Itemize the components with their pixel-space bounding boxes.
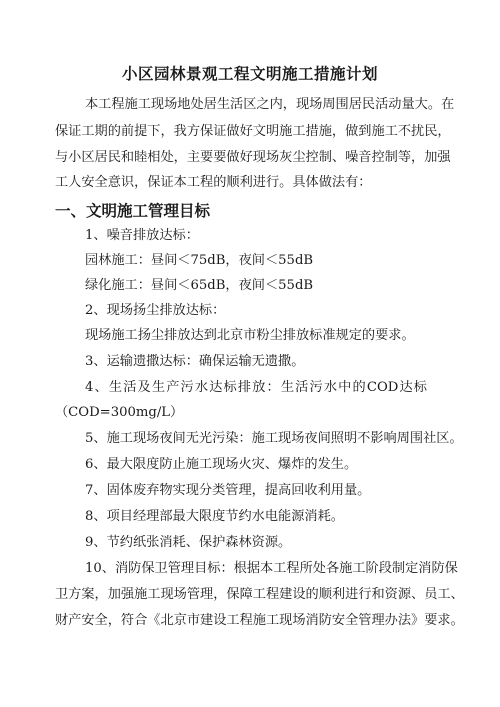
list-item: 10、消防保卫管理目标：根据本工程所处各施工阶段制定消防保 — [85, 561, 458, 576]
intro-line-1: 本工程施工现场地处居生活区之内，现场周围居民活动量大。在 — [85, 97, 455, 112]
list-item: 9、节约纸张消耗、保护森林资源。 — [85, 535, 292, 550]
intro-line-2: 保证工期的前提下，我方保证做好文明施工措施，做到施工不扰民， — [55, 124, 451, 139]
list-item: 1、噪音排放达标： — [85, 228, 199, 243]
list-item: 园林施工：昼间＜75dB，夜间＜55dB — [85, 253, 314, 268]
document-title: 小区园林景观工程文明施工措施计划 — [121, 64, 378, 83]
intro-line-4: 工人安全意识，保证本工程的顺利进行。具体做法有： — [55, 175, 372, 190]
list-item: 财产安全，符合《北京市建设工程施工现场消防安全管理办法》要求。 — [55, 613, 464, 628]
list-item: 4、生活及生产污水达标排放：生活污水中的COD达标 — [85, 380, 427, 395]
section-heading: 一、文明施工管理目标 — [55, 202, 211, 220]
list-item: 绿化施工：昼间＜65dB，夜间＜55dB — [85, 278, 314, 293]
list-item: 2、现场扬尘排放达标： — [85, 303, 226, 318]
list-item: 3、运输遗撒达标：确保运输无遗撒。 — [85, 354, 305, 369]
list-item: 5、施工现场夜间无光污染：施工现场夜间照明不影响周围社区。 — [85, 431, 463, 446]
list-item: （COD=300mg/L） — [55, 405, 184, 420]
list-item: 现场施工扬尘排放达到北京市粉尘排放标准规定的要求。 — [85, 328, 415, 343]
intro-line-3: 与小区居民和睦相处，主要要做好现场灰尘控制、噪音控制等，加强 — [55, 150, 451, 165]
list-item: 6、最大限度防止施工现场火灾、爆炸的发生。 — [85, 457, 358, 472]
list-item: 7、固体废弃物实现分类管理，提高回收利用量。 — [85, 483, 371, 498]
list-item: 卫方案，加强施工现场管理，保障工程建设的顺利进行和资源、员工、 — [55, 587, 464, 602]
list-item: 8、项目经理部最大限度节约水电能源消耗。 — [85, 509, 344, 524]
